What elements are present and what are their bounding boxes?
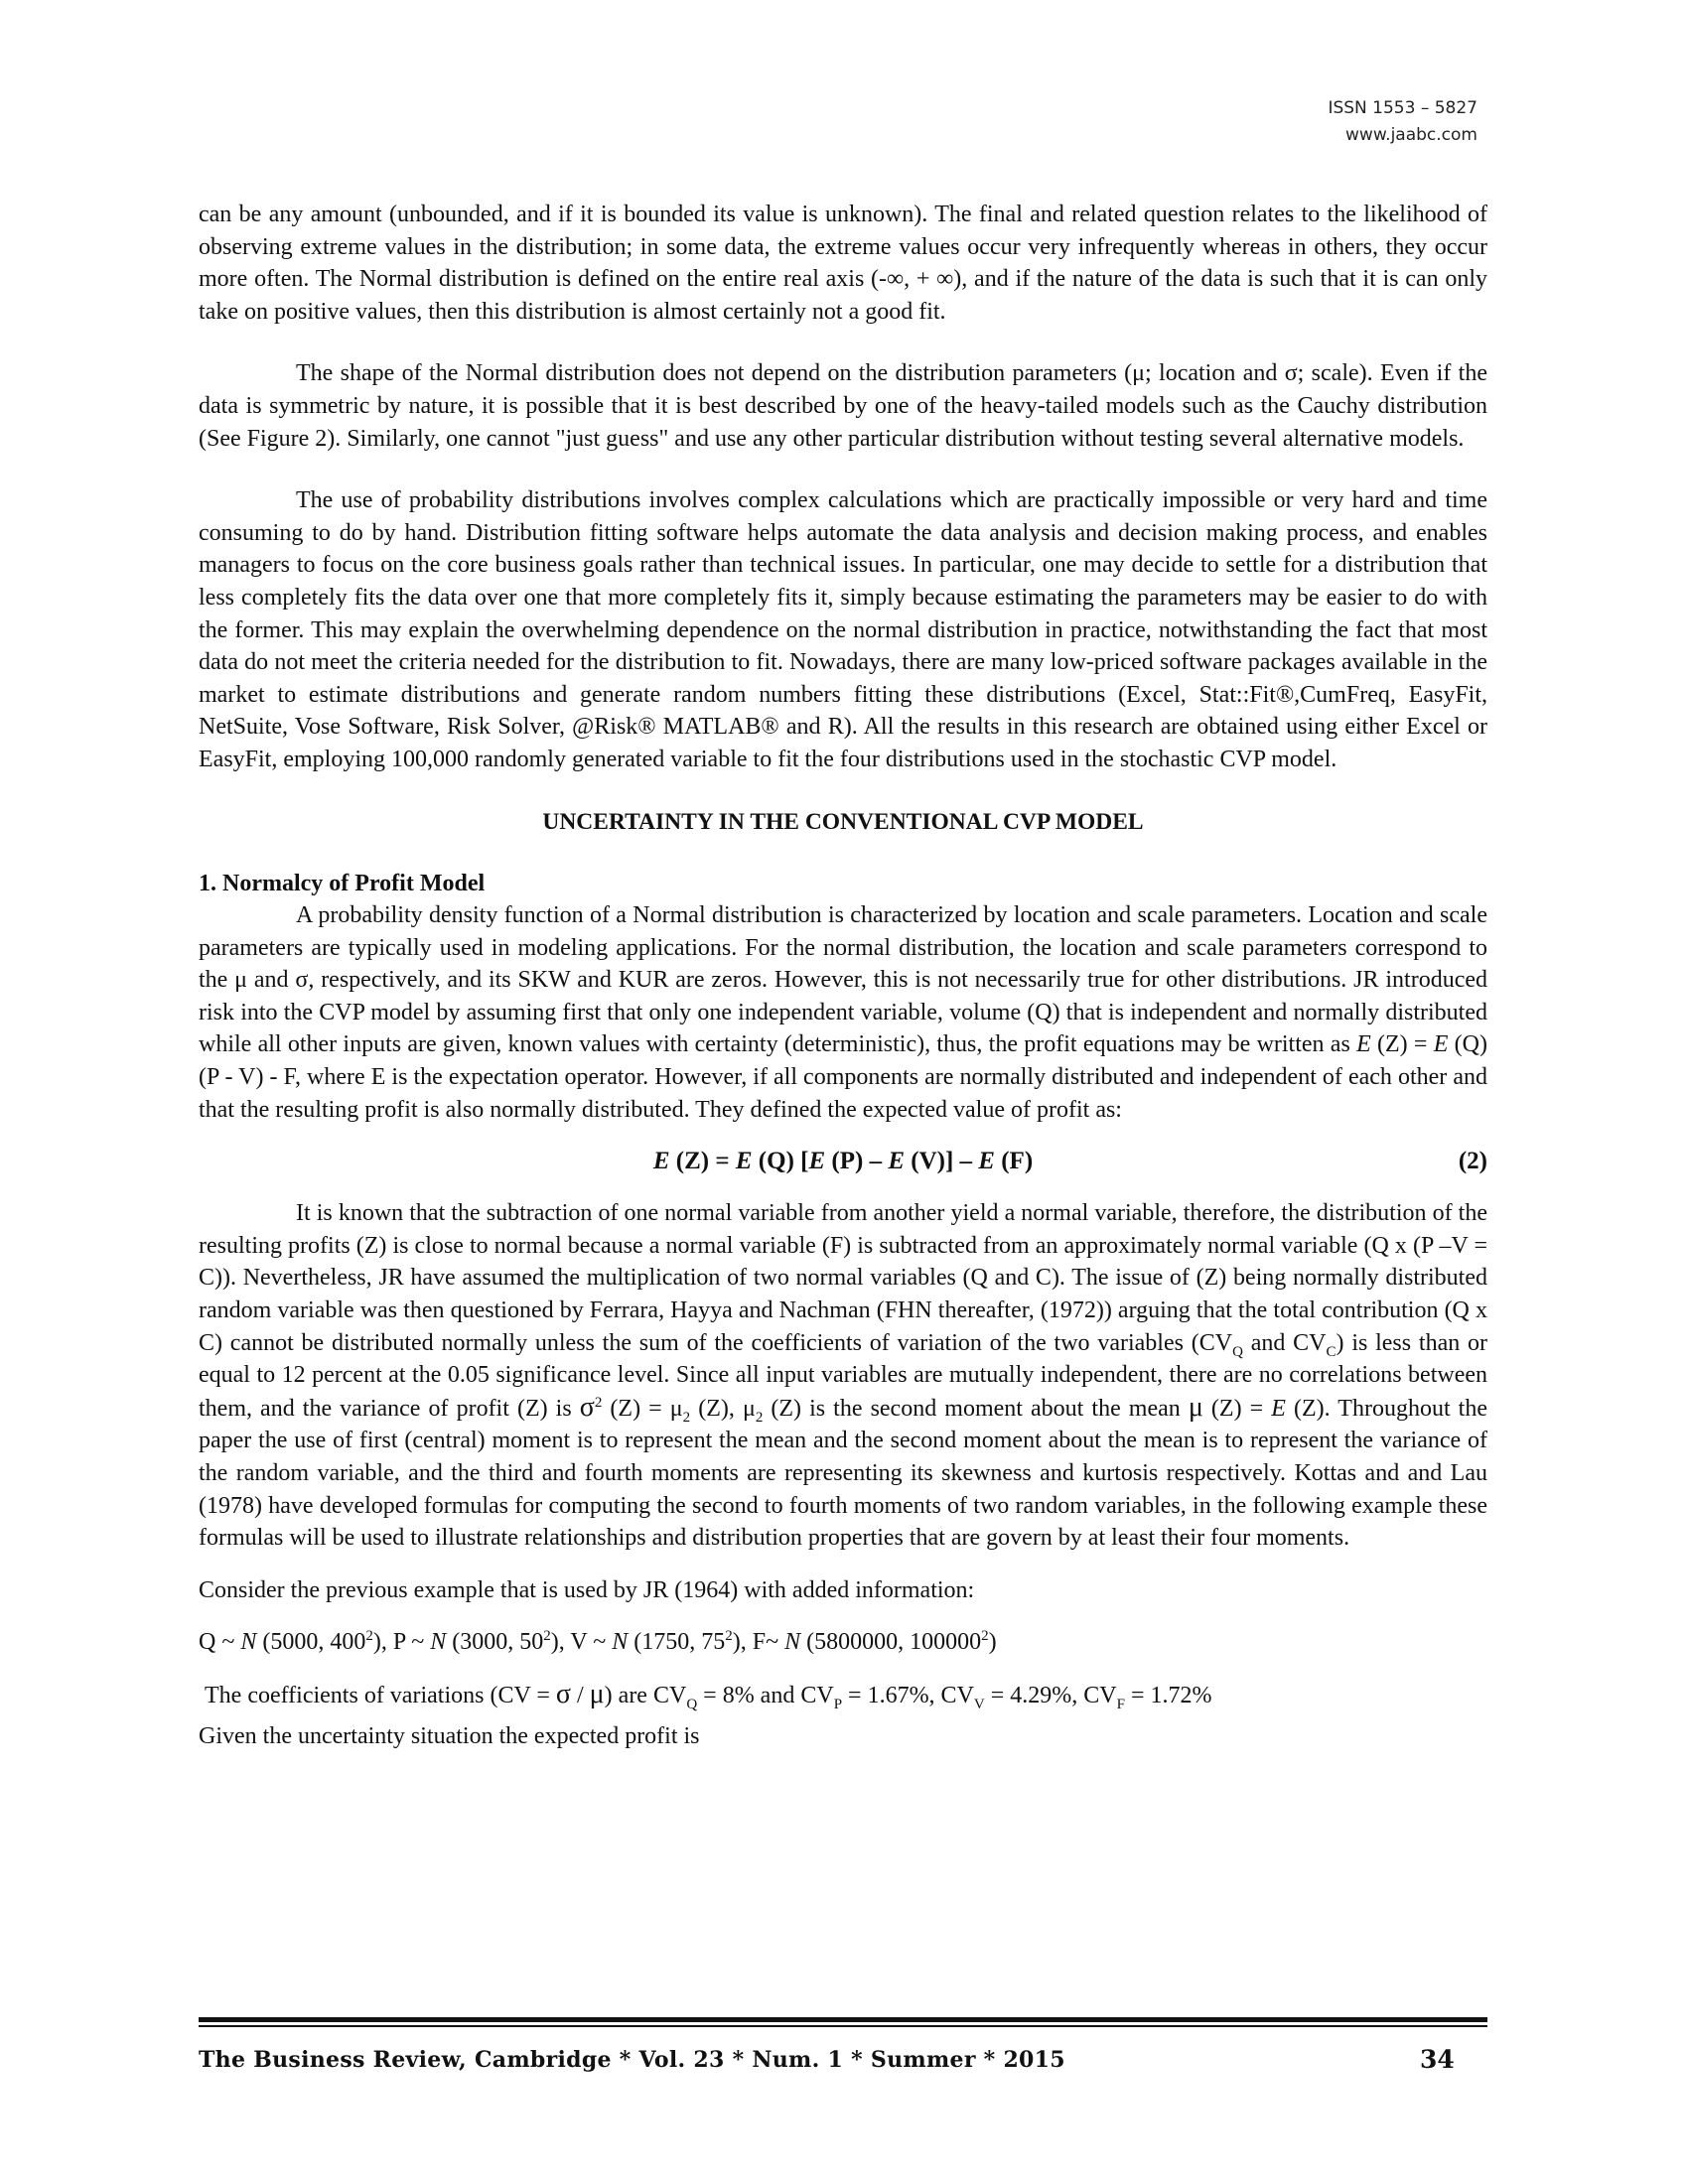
equation-2	[199, 1140, 1487, 1183]
paragraph-normalcy: A probability density function of a Normal distribution is characterized by location and scale parameters. Location and scale parameters are typically used in modeling applications. For the normal distribution, the location and scale parameters correspond to the μ and σ, respectively, and its SKW and KUR are zeros. However, this is not necessarily true for other distributions. JR introduced risk into the CVP model by assuming first that only one independent variable, volume (Q) that is independent and normally distributed while all other inputs are given, known values with certainty (deterministic), thus, the profit equations may be written as E (Z) = E (Q) (P - V) - F, where E is the expectation operator. However, if all components are normally distributed and independent of each other and that the resulting profit is also normally distributed. They defined the expected value of profit as:	[199, 902, 1487, 1123]
running-header	[1328, 95, 1477, 149]
website-text: www.jaabc.com	[1345, 125, 1477, 145]
paragraph-fhn: It is known that the subtraction of one normal variable from another yield a normal variable, therefore, the distribution of the resulting profits (Z) is close to normal because a normal variable (F) is subtracted from an approximately normal variable (Q x (P –V = C)). Nevertheless, JR have assumed the multiplication of two normal variables (Q and C). The issue of (Z) being normally distributed random variable was then questioned by Ferrara, Hayya and Nachman (FHN thereafter, (1972)) arguing that the total contribution (Q x C) cannot be distributed normally unless the sum of the coefficients of variation of the two variables ($CV_Q$ and $CV_C$) is less than or equal to 12 percent at the 0.05 significance level. Since all input variables are mutually independent, there are no correlations between them, and the variance of profit (Z) is $\sigma^2$ $(Z) = \mu_2$ (Z), $\mu_2$ (Z) is the second moment about the mean μ (Z) = E (Z). Throughout the paper the use of first (central) moment is to represent the mean and the second moment about the mean is to represent the variance of the random variable, and the third and fourth moments are representing its skewness and kurtosis respectively. Kottas and and Lau (1978) have developed formulas for computing the second to fourth moments of two random variables, in the following example these formulas will be used to illustrate relationships and distribution properties that are govern by at least their four moments.	[199, 1200, 1488, 1552]
coefficients-of-variation: The coefficients of variations (CV = σ / μ) are $CV_Q = 8\%$ and $CV_P = 1.67\%$, $CV_V = 4.29\%$, $CV_F = 1.72\%$	[205, 1678, 1212, 1712]
footer-journal: The Business Review, Cambridge * Vol. 23 * Num. 1 * Summer * 2015	[199, 2047, 1065, 2073]
page-number: 34	[1420, 2045, 1455, 2074]
paragraph-software: The use of probability distributions involves complex calculations which are practically impossible or very hard and time consuming to do by hand. Distribution fitting software helps automate the data analysis and decision making process, and enables managers to focus on the core business goals rather than technical issues. In particular, one may decide to settle for a distribution that less completely fits the data over one that more completely fits it, simply because estimating the parameters may be easier to do with the former. This may explain the overwhelming dependence on the normal distribution in practice, notwithstanding the fact that most data do not meet the criteria needed for the distribution to fit. Nowadays, there are many low-priced software packages available in the market to estimate distributions and generate random numbers fitting these distributions (Excel, Stat::Fit®,CumFreq, EasyFit, NetSuite, Vose Software, Risk Solver, @Risk® MATLAB® and R). All the results in this research are obtained using either Excel or EasyFit, employing 100,000 randomly generated variable to fit the four distributions used in the stochastic CVP model.	[199, 487, 1487, 772]
section-heading: UNCERTAINTY IN THE CONVENTIONAL CVP MODEL	[542, 808, 1144, 835]
article-body	[199, 199, 1487, 1752]
paragraph-normal-shape: The shape of the Normal distribution does not depend on the distribution parameters (μ; location and σ; scale). Even if the data is symmetric by nature, it is possible that it is best described by one of the heavy-tailed models such as the Cauchy distribution (See Figure 2). Similarly, one cannot "just guess" and use any other particular distribution without testing several alternative models.	[199, 360, 1487, 452]
equation-number: (2)	[1458, 1148, 1487, 1175]
paragraph-continued: can be any amount (unbounded, and if it is bounded its value is unknown). The final and related question relates to the likelihood of observing extreme values in the distribution; in some data, the extreme values occur very infrequently whereas in others, they occur more often. The Normal distribution is defined on the entire real axis (-∞, + ∞), and if the nature of the data is such that it is can only take on positive values, then this distribution is almost certainly not a good fit.	[199, 202, 1487, 325]
subsection-heading: 1. Normalcy of Profit Model	[199, 870, 486, 896]
distribution-spec: Q ~ N (5000, $400^2$), P ~ N (3000, $50^2$), V ~ N (1750, $75^2$), F~ N (5800000, 100000$^2$)	[199, 1628, 997, 1656]
footer-rule-thin	[199, 2025, 1487, 2027]
equation-expression: E (Z) = E (Q) [E (P) – E (V)] – E (F)	[652, 1148, 1034, 1175]
footer-rule-thick	[199, 2017, 1487, 2022]
issn-text: ISSN 1553 – 5827	[1328, 98, 1477, 118]
paragraph-example-intro: Consider the previous example that is used by JR (1964) with added information:	[199, 1576, 975, 1603]
paragraph-expected-profit: Given the uncertainty situation the expected profit is	[199, 1722, 700, 1749]
